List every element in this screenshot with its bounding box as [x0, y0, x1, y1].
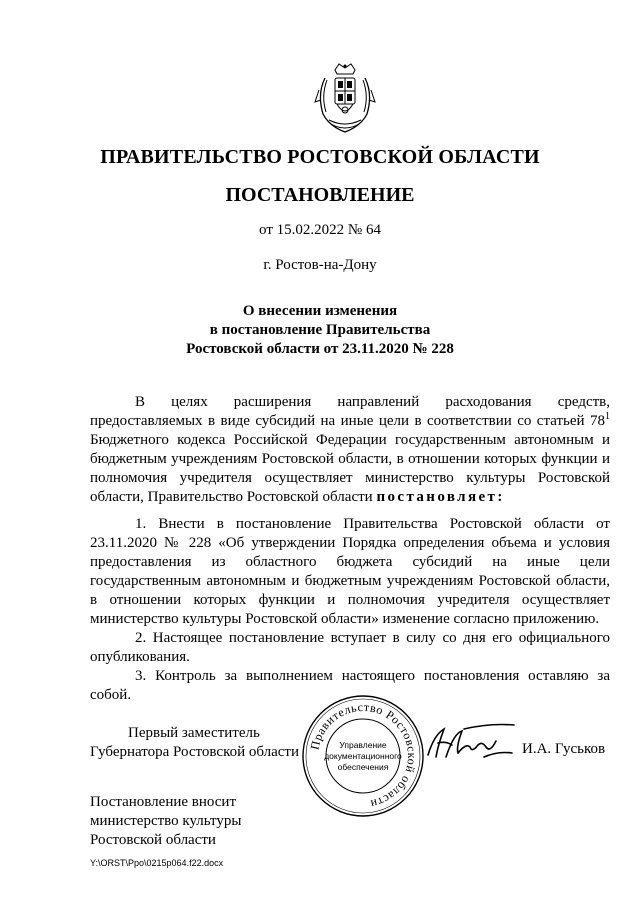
preamble-paragraph — [90, 393, 610, 507]
seal-inner-line: обеспечения — [337, 762, 389, 772]
preamble-text: В целях расширения направлений расходования средств, предоставляемых в виде субсидий на иные цели в соответствии со статьей 78 — [90, 394, 610, 429]
seal-inner-line: Управление — [339, 740, 387, 750]
document-city: г. Ростов-на-Дону — [263, 257, 377, 273]
signatory-name: И.А. Гуськов — [522, 741, 606, 757]
document-type: ПОСТАНОВЛЕНИЕ — [225, 184, 415, 206]
seal-outer-text: Правительство Ростовской области — [307, 699, 420, 812]
subject-line: О внесении изменения — [242, 303, 398, 319]
decree-item: 3. Контроль за выполнением настоящего постановления оставляю за собой. — [90, 668, 610, 703]
seal-inner-line: документационного — [324, 751, 402, 761]
rostov-oblast-coat-of-arms-icon — [313, 60, 377, 136]
handwritten-signature — [424, 723, 516, 765]
decree-item: 1. Внести в постановление Правительства Ростовской области от 23.11.2020 № 228 «Об утверждении Порядка определения объема и условия предоставления из областного бюджета субсидий на иные цели государственным автономным и бюджетным учреждениям Ростовской области, в отношении которых функции и полномочия учредителя осуществляет министерство культуры Ростовской области» изменение согласно приложению. — [90, 516, 610, 627]
decree-item: 2. Настоящее постановление вступает в силу со дня его официального опубликования. — [90, 630, 610, 665]
government-title: ПРАВИТЕЛЬСТВО РОСТОВСКОЙ ОБЛАСТИ — [100, 146, 540, 168]
document-author — [90, 793, 242, 850]
document-date-number: от 15.02.2022 № 64 — [259, 222, 381, 238]
article-superscript: 1 — [605, 411, 610, 422]
file-path: Y:\ORST\Ppo\0215p064.f22.docx — [90, 858, 224, 868]
position-line: Губернатора Ростовской области — [90, 744, 300, 760]
position-line: Первый заместитель — [128, 725, 260, 741]
author-line: Постановление вносит — [90, 794, 237, 810]
subject-line: в постановление Правительства — [209, 322, 431, 338]
subject-line: Ростовской области от 23.11.2020 № 228 — [186, 341, 454, 357]
author-line: Ростовской области — [90, 832, 216, 848]
decree-word: постановляет: — [376, 489, 505, 505]
signatory-position — [90, 724, 299, 762]
decree-items — [90, 515, 610, 705]
official-seal — [300, 693, 426, 819]
document-subject — [0, 302, 640, 359]
author-line: министерство культуры — [90, 813, 242, 829]
preamble-text-cont: Бюджетного кодекса Российской Федерации государственным автономным и бюджетным учреждениям Ростовской области, в отношении которых функции и полномочия учредителя осуществляет министерство культуры Ростовской области, Правительство Ростовской области — [90, 432, 610, 505]
